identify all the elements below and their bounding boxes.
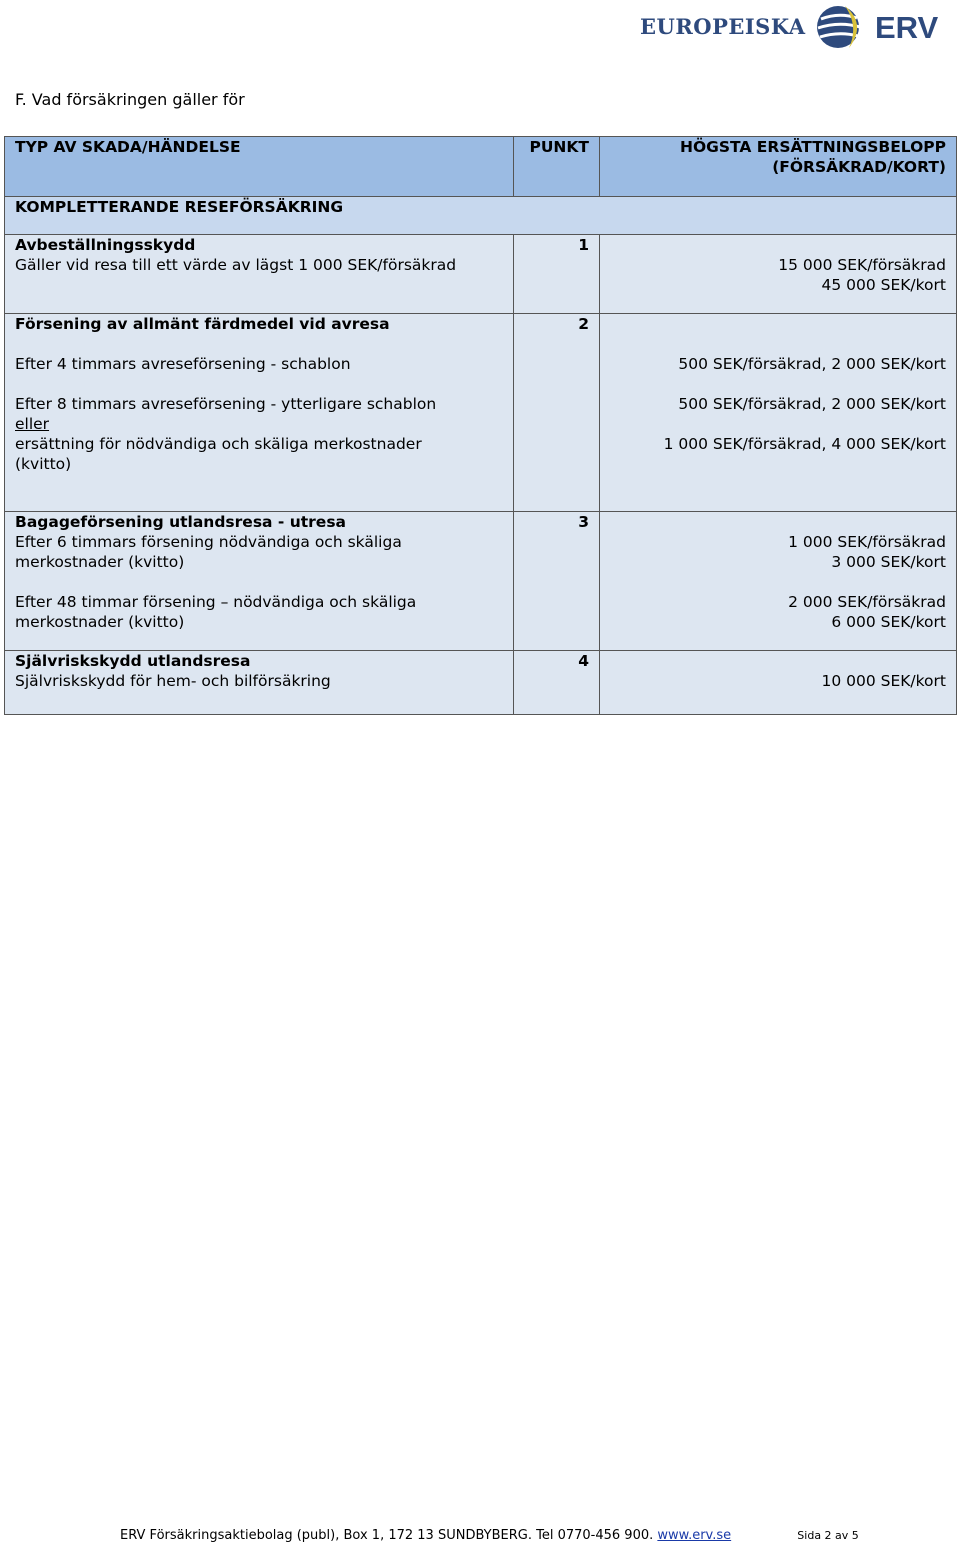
row-amount: 45 000 SEK/kort — [821, 276, 946, 294]
table-row — [5, 235, 957, 314]
row-line: ersättning för nödvändiga och skäliga merkostnader — [15, 435, 422, 453]
row-type-cell — [5, 512, 514, 651]
row-amount: 500 SEK/försäkrad, 2 000 SEK/kort — [678, 355, 946, 373]
row-amount: 1 000 SEK/försäkrad, 4 000 SEK/kort — [663, 435, 946, 453]
row-line: Efter 48 timmar försening – nödvändiga och skäliga — [15, 593, 417, 611]
row-point: 4 — [514, 651, 600, 715]
table-row — [5, 651, 957, 715]
row-type-cell — [5, 235, 514, 314]
row-amount: 15 000 SEK/försäkrad — [778, 256, 946, 274]
globe-icon — [815, 4, 865, 50]
header-max-line1: HÖGSTA ERSÄTTNINGSBELOPP — [680, 138, 946, 156]
row-point: 3 — [514, 512, 600, 651]
section-title: F. Vad försäkringen gäller för — [15, 90, 245, 109]
subheader-label: KOMPLETTERANDE RESEFÖRSÄKRING — [5, 197, 957, 235]
row-amount-cell — [600, 314, 957, 512]
row-or: eller — [15, 415, 50, 433]
row-description: Gäller vid resa till ett värde av lägst 1 000 SEK/försäkrad — [15, 256, 457, 274]
row-title: Försening av allmänt färdmedel vid avresa — [15, 315, 390, 333]
row-line: (kvitto) — [15, 455, 72, 473]
row-amount: 3 000 SEK/kort — [831, 553, 946, 571]
row-title: Bagageförsening utlandsresa - utresa — [15, 513, 347, 531]
row-line: Efter 8 timmars avreseförsening - ytterligare schablon — [15, 395, 437, 413]
header-max-line2: (FÖRSÄKRAD/KORT) — [772, 158, 946, 176]
row-amount: 10 000 SEK/kort — [821, 672, 946, 690]
table-header-row — [5, 137, 957, 197]
row-amount-cell — [600, 651, 957, 715]
page-number: Sida 2 av 5 — [797, 1529, 859, 1542]
footer-text: ERV Försäkringsaktiebolag (publ), Box 1, 172 13 SUNDBYBERG. Tel 0770-456 900. — [120, 1528, 658, 1543]
page-footer — [120, 1528, 859, 1543]
row-line: Efter 6 timmars försening nödvändiga och skäliga — [15, 533, 402, 551]
row-line: merkostnader (kvitto) — [15, 553, 185, 571]
table-row — [5, 512, 957, 651]
table-row — [5, 314, 957, 512]
row-amount: 500 SEK/försäkrad, 2 000 SEK/kort — [678, 395, 946, 413]
logo-text-erv: ERV — [875, 10, 939, 45]
row-amount-cell — [600, 512, 957, 651]
row-description: Självriskskydd för hem- och bilförsäkring — [15, 672, 331, 690]
row-point: 2 — [514, 314, 600, 512]
logo-text-europeiska: EUROPEISKA — [640, 14, 806, 39]
row-amount-cell — [600, 235, 957, 314]
table-subheader-row — [5, 197, 957, 235]
header-max-amount — [600, 137, 957, 197]
header-type: TYP AV SKADA/HÄNDELSE — [5, 137, 514, 197]
row-line: merkostnader (kvitto) — [15, 613, 185, 631]
row-title: Självriskskydd utlandsresa — [15, 652, 251, 670]
row-point: 1 — [514, 235, 600, 314]
coverage-table — [4, 136, 957, 715]
row-line: Efter 4 timmars avreseförsening - schablon — [15, 355, 351, 373]
header-point: PUNKT — [514, 137, 600, 197]
footer-website-link[interactable]: www.erv.se — [657, 1528, 732, 1543]
row-amount: 6 000 SEK/kort — [831, 613, 946, 631]
row-title: Avbeställningsskydd — [15, 236, 196, 254]
row-type-cell — [5, 314, 514, 512]
company-logo — [640, 4, 940, 50]
row-amount: 2 000 SEK/försäkrad — [788, 593, 946, 611]
row-amount: 1 000 SEK/försäkrad — [788, 533, 946, 551]
row-type-cell — [5, 651, 514, 715]
